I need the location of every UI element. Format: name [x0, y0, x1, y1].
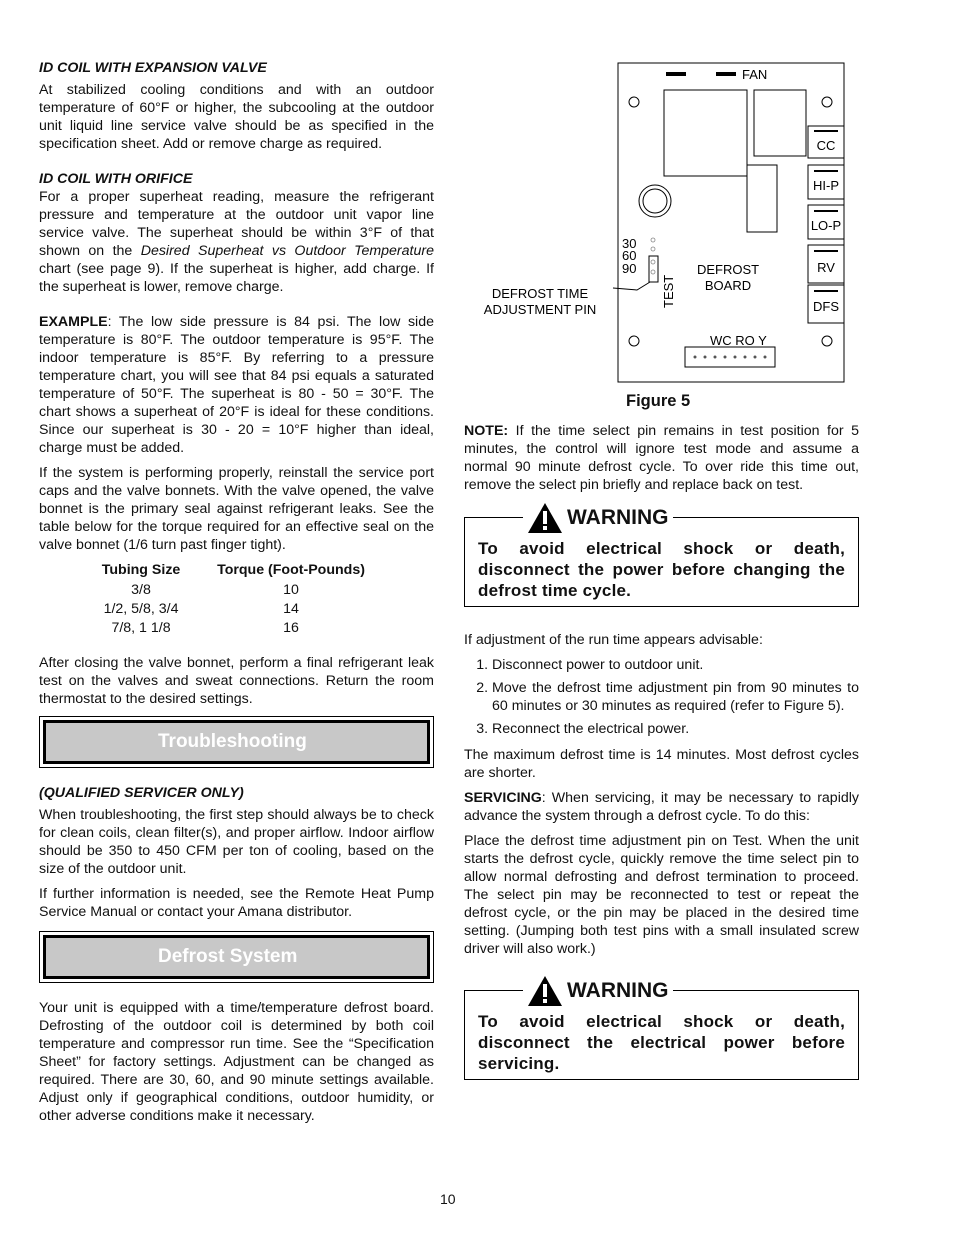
table-cell: 16 [283, 620, 299, 636]
label-cc: CC [816, 138, 836, 153]
label-adjustment-pin: ADJUSTMENT PIN [483, 302, 597, 317]
right-column [464, 422, 859, 1080]
label-90: 90 [622, 261, 637, 276]
para-after-closing: After closing the valve bonnet, perform a final refrigerant leak test on the valves and sweat connections. Return the room thermostat to the desired settings. [39, 655, 434, 707]
warning-title-1: WARNING [523, 502, 673, 534]
left-column [39, 59, 434, 1132]
list-item: 1. Disconnect power to outdoor unit. [492, 656, 859, 674]
para-note: NOTE: If the time select pin remains in test position for 5 minutes, the control will ignore test mode and assume a normal 90 minute defrost cycle. To over ride this time out, remove the select pin briefly and replace back on test. [464, 423, 859, 493]
label-fan: FAN [742, 67, 768, 82]
page-number: 10 [440, 1191, 456, 1207]
table-row [89, 600, 389, 619]
list-item: 3. Reconnect the electrical power. [492, 720, 859, 738]
warning-box-2 [464, 979, 859, 1080]
warning-box-1 [464, 506, 859, 607]
para-servicing: SERVICING: When servicing, it may be necessary to rapidly advance the system through a defrost cycle. To do this: [464, 790, 859, 824]
label-rv: RV [817, 260, 835, 275]
label-60: 60 [622, 248, 637, 263]
table-cell: 14 [283, 601, 299, 617]
para-troubleshooting: When troubleshooting, the first step should always be to check for clean coils, clean filter(s), and proper airflow. Indoor airflow should be 350 to 450 CFM per ton of cooling, based on the size of the outdoor unit. [39, 807, 434, 877]
table-cell: 3/8 [131, 582, 151, 598]
label-lo-p: LO-P [810, 218, 842, 233]
label-test: TEST [661, 274, 676, 308]
defrost-title: Defrost System [43, 935, 430, 979]
warning-title-2: WARNING [523, 975, 673, 1007]
defrost-banner [39, 931, 434, 983]
para-further-info: If further information is needed, see the Remote Heat Pump Service Manual or contact your Amana distributor. [39, 886, 434, 920]
table-row [89, 619, 389, 638]
troubleshooting-title: Troubleshooting [43, 720, 430, 764]
heading-expansion-valve: ID COIL WITH EXPANSION VALVE [39, 60, 267, 76]
list-item: 2. Move the defrost time adjustment pin from 90 minutes to 60 minutes or 30 minutes as required (refer to Figure 5). [492, 679, 859, 715]
table-row [89, 581, 389, 600]
table-cell: 7/8, 1 1/8 [111, 620, 171, 636]
torque-header-torque: Torque (Foot-Pounds) [217, 562, 365, 578]
warning-triangle-icon [527, 502, 563, 534]
para-place-pin: Place the defrost time adjustment pin on Test. When the unit starts the defrost cycle, quickly remove the time select pin to allow normal defrosting and defrost termination to proceed. The select pin may be reconnected to test or repeat the defrost cycle, or the pin may be placed in the desired time setting. (Jumping both test pins with a small insulated screw driver will also work.) [464, 833, 859, 957]
torque-table [89, 561, 389, 638]
defrost-board-figure [470, 62, 860, 407]
para-example: EXAMPLE: The low side pressure is 84 psi. The low side temperature is 80°F. The outdoor temperature is 95°F. The indoor temperature is 85°F. By referring to a pressure temperature chart, you will see that 84 psi equals a saturated temperature of 50°F. The superheat is 80 - 50 = 30°F. The chart shows a superheat of 20°F is ideal for these conditions. Since our superheat is 30 - 20 = 10°F higher than ideal, charge must be added. [39, 314, 434, 456]
para-expansion-valve: At stabilized cooling conditions and with an outdoor temperature of 60°F or higher, the subcooling at the outdoor unit liquid line service valve should be as specified in the specification sheet. Add or remove charge as required. [39, 82, 434, 152]
label-board: BOARD [704, 278, 752, 293]
label-30: 30 [622, 236, 637, 251]
torque-header-tubing: Tubing Size [101, 562, 181, 578]
warning-text-2: To avoid electrical shock or death, disconnect the electrical power before servicing. [478, 1012, 845, 1073]
para-adjustment: If adjustment of the run time appears advisable: [464, 632, 763, 648]
heading-qualified: (QUALIFIED SERVICER ONLY) [39, 785, 244, 801]
troubleshooting-banner [39, 716, 434, 768]
warning-triangle-icon [527, 975, 563, 1007]
para-defrost: Your unit is equipped with a time/temperature defrost board. Defrosting of the outdoor coil is determined by both coil temperature and compressor run time. See the “Specification Sheet” for factory settings. Adjustment can be changed as required. There are 30, 60, and 90 minute settings available. Adjust only if geographical conditions, outdoor humidity, or other adverse conditions make it necessary. [39, 1000, 434, 1124]
table-cell: 1/2, 5/8, 3/4 [103, 601, 179, 617]
para-orifice: For a proper superheat reading, measure the refrigerant pressure and temperature at the outdoor unit vapor line service valve. The superheat should be within 3°F of that shown on the Desired Superheat vs Outdoor Temperature chart (see page 9). If the superheat is higher, add charge. If the superheat is lower, remove charge. [39, 189, 434, 295]
label-wc-roy: WC RO Y [710, 333, 767, 348]
para-max-defrost: The maximum defrost time is 14 minutes. Most defrost cycles are shorter. [464, 747, 859, 781]
para-reinstall: If the system is performing properly, reinstall the service port caps and the valve bonnets. With the valve opened, the valve bonnet is the primary seal against refrigerant leaks. See the table below for the torque required for an effective seal on the valve bonnet (1/6 turn past finger tight). [39, 465, 434, 553]
label-hi-p: HI-P [813, 178, 839, 193]
label-defrost-time: DEFROST TIME [491, 286, 589, 301]
label-defrost: DEFROST [696, 262, 760, 277]
heading-orifice: ID COIL WITH ORIFICE [39, 171, 193, 187]
warning-text-1: To avoid electrical shock or death, disconnect the power before changing the defrost time cycle. [478, 539, 845, 600]
label-dfs: DFS [813, 299, 839, 314]
table-cell: 10 [283, 582, 299, 598]
figure-caption: Figure 5 [626, 392, 691, 410]
adjustment-steps [464, 656, 859, 738]
